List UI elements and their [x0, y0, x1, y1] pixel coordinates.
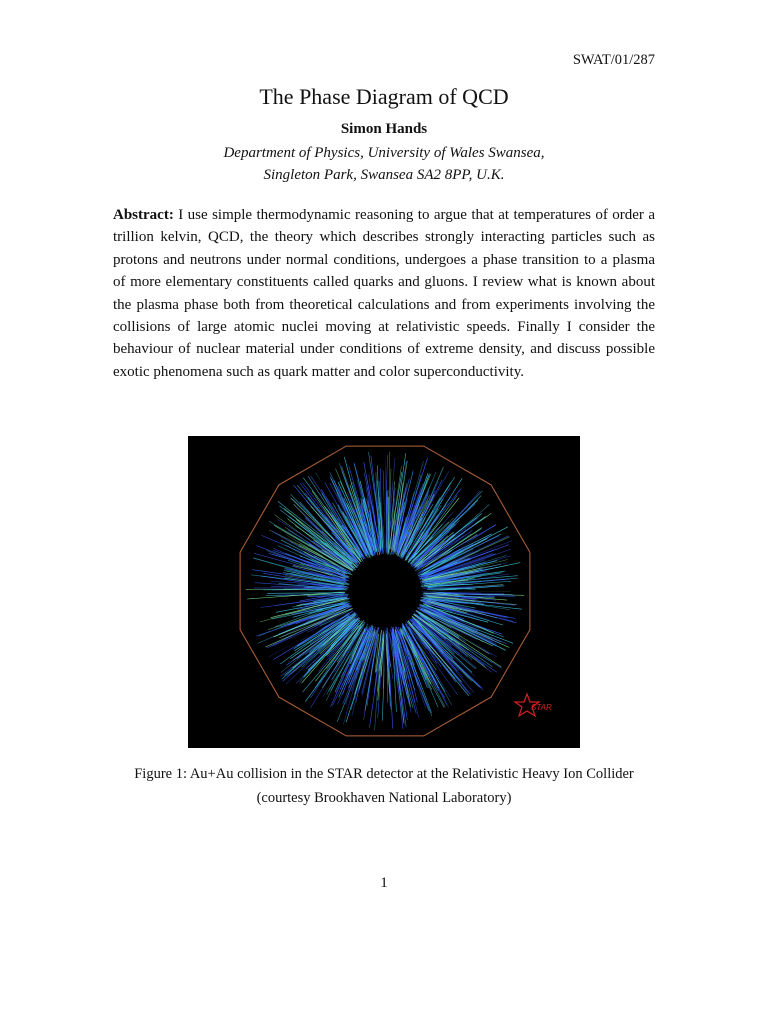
figure-caption-line-1: Figure 1: Au+Au collision in the STAR detector at the Relativistic Heavy Ion Collider — [134, 766, 634, 782]
beam-pipe-hole — [351, 557, 419, 625]
page-number: 1 — [380, 875, 388, 891]
paper-title: The Phase Diagram of QCD — [259, 84, 509, 109]
author-name: Simon Hands — [340, 121, 428, 137]
affiliation-line-1: Department of Physics, University of Wales Swansea, — [223, 145, 545, 161]
figure-caption-line-2: (courtesy Brookhaven National Laboratory) — [256, 790, 512, 806]
abstract-label: Abstract: — [113, 207, 174, 223]
star-logo-text: STAR — [531, 703, 552, 712]
affiliation-line-2: Singleton Park, Swansea SA2 8PP, U.K. — [263, 167, 505, 183]
collision-figure — [188, 436, 580, 748]
abstract-text: I use simple thermodynamic reasoning to argue that at temperatures of order a trillion kelvin, QCD, the theory which describes strongly interacting particles such as protons and neutrons under normal conditions, undergoes a phase transition to a plasma of more elementary constituents called quarks and gluons. I review what is known about the plasma phase both from theoretical calculations and from experiments involving the collisions of large atomic nuclei moving at relativistic speeds. Finally I consider the behaviour of nuclear material under conditions of extreme density, and discuss possible exotic phenomena such as quark matter and color superconductivity. — [113, 207, 655, 380]
report-number: SWAT/01/287 — [572, 52, 655, 68]
abstract — [113, 204, 655, 383]
collision-image — [188, 436, 580, 748]
